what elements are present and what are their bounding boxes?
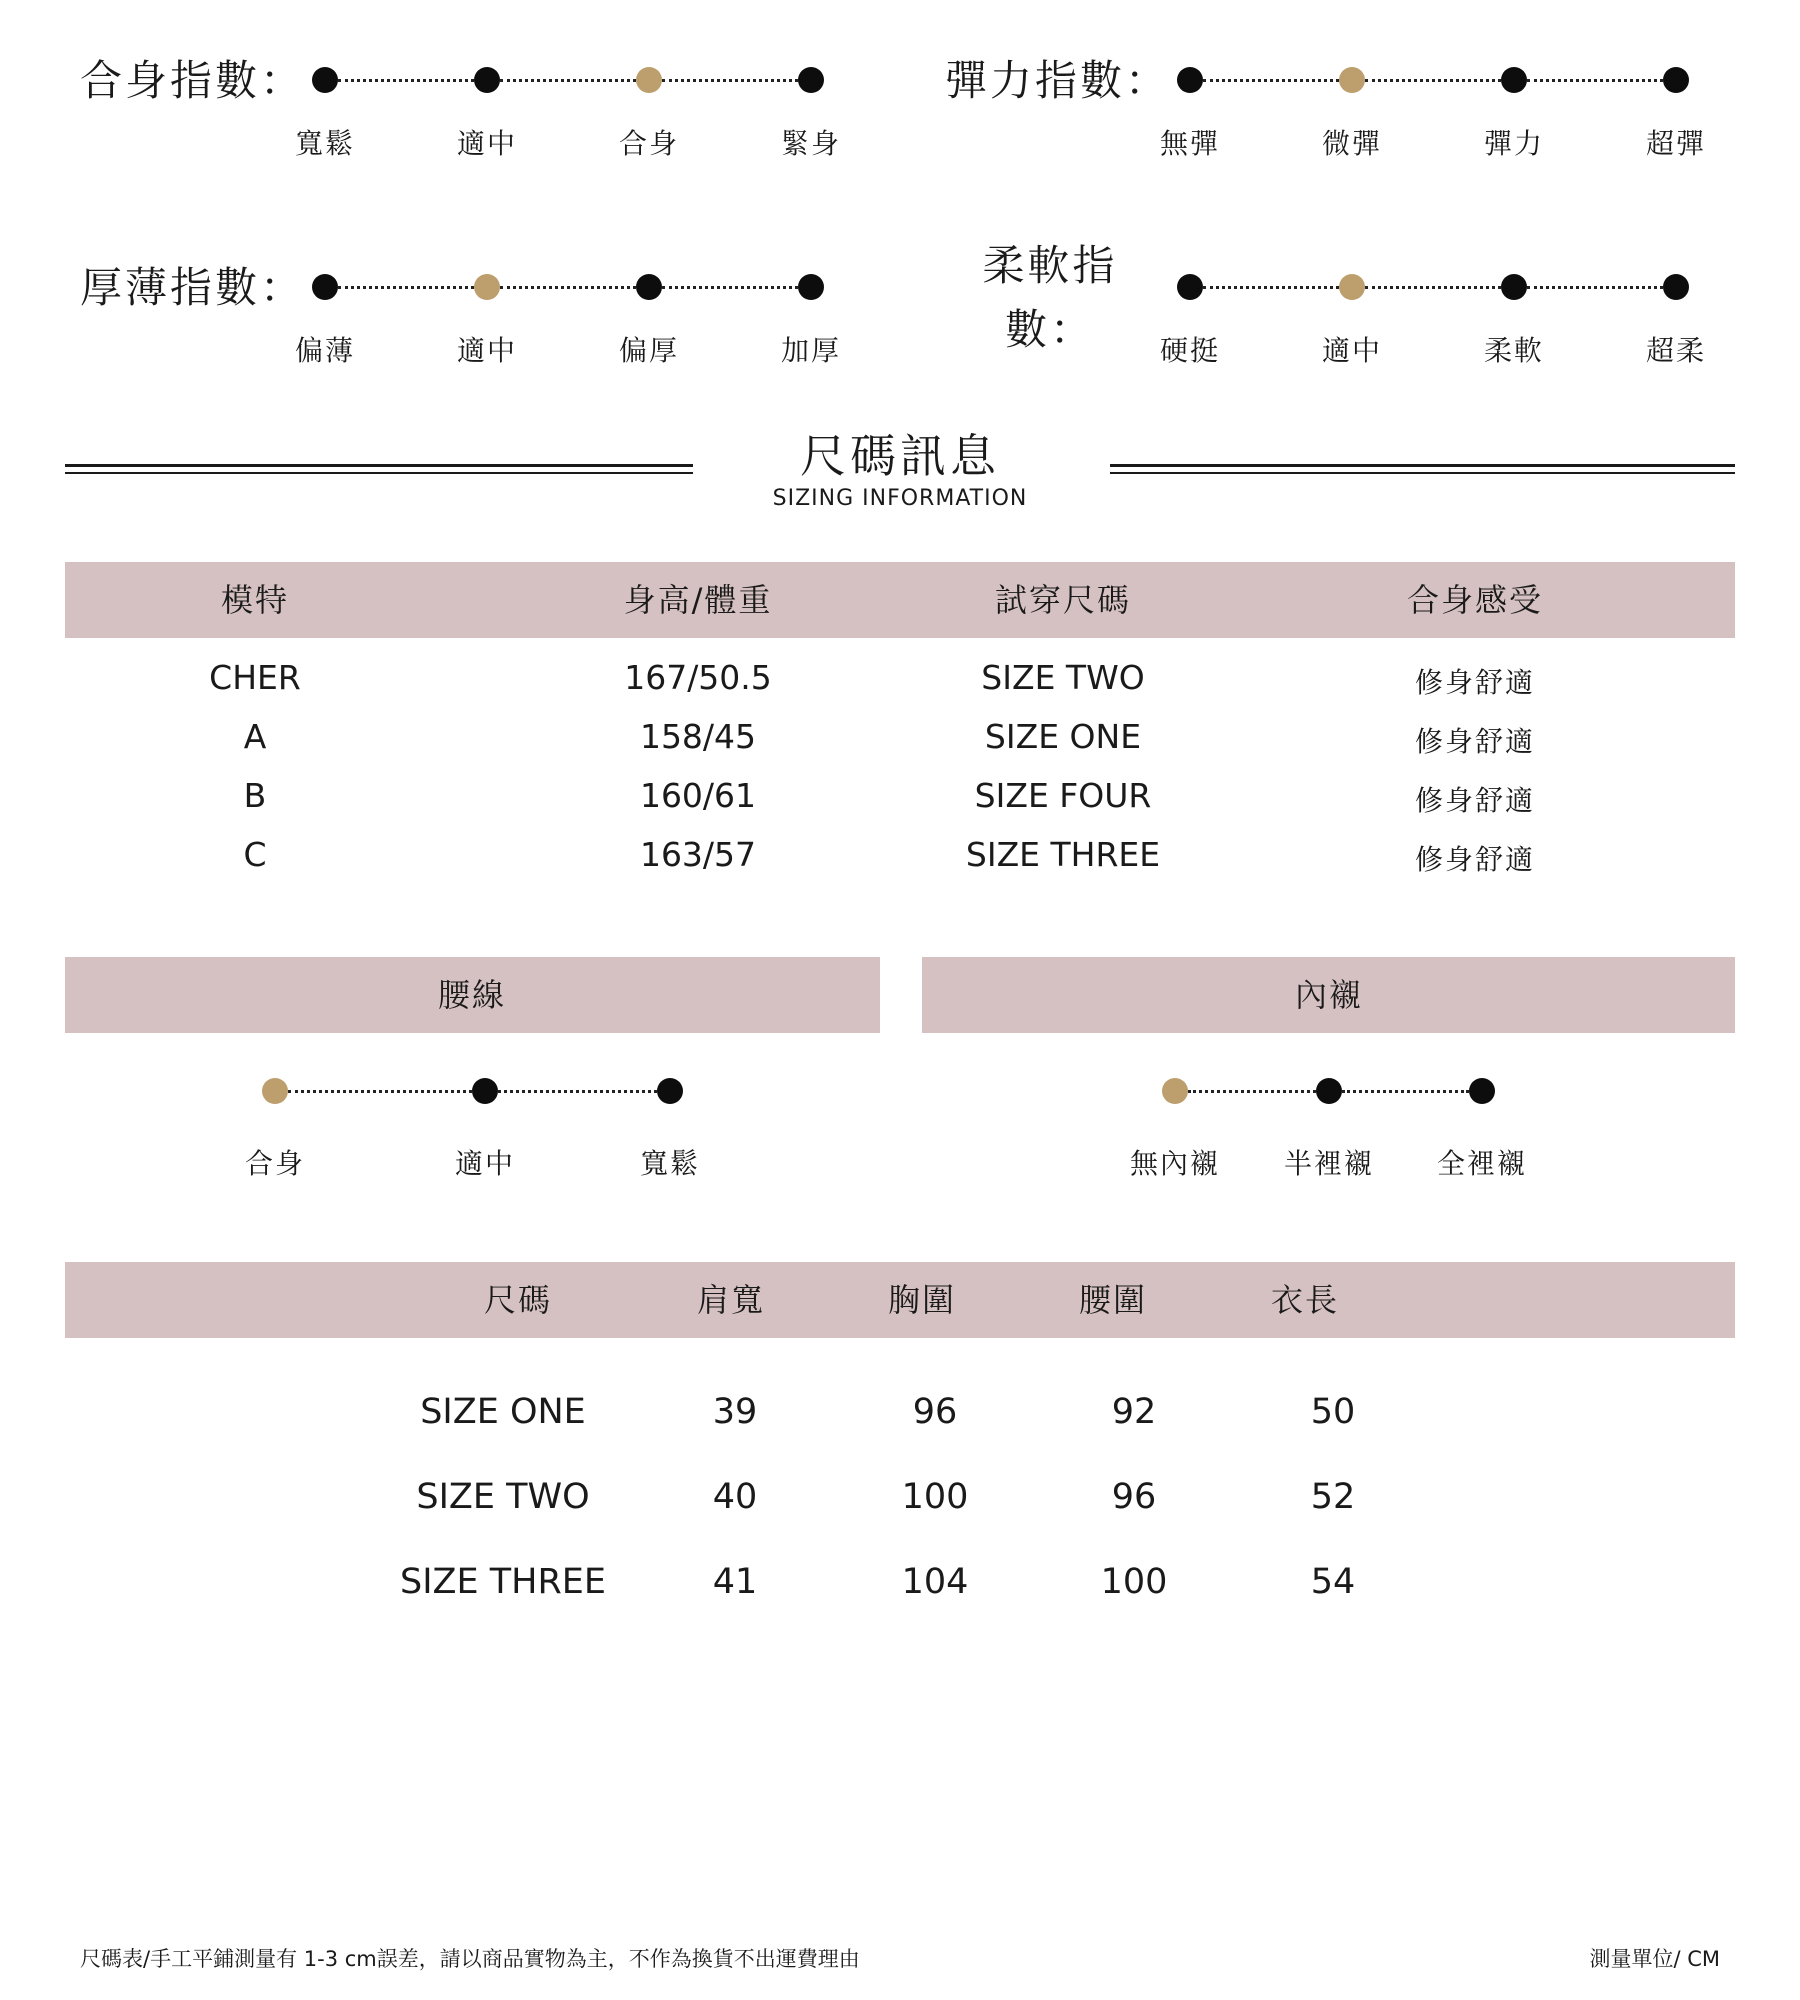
size-header-shoulder: 肩寬 <box>696 1281 766 1319</box>
size-cell: 52 <box>1310 1477 1356 1517</box>
size-cell: 39 <box>712 1392 758 1432</box>
scale-dot <box>472 1078 498 1104</box>
waist-title: 腰線 <box>437 976 507 1014</box>
scale-connector <box>500 79 636 82</box>
scale-label: 寬鬆 <box>294 127 356 160</box>
scale-connector <box>498 1090 657 1093</box>
scale-label: 適中 <box>456 334 518 367</box>
size-cell: 96 <box>912 1392 958 1432</box>
model-cell: 160/61 <box>639 776 757 815</box>
scale-dot-selected <box>1162 1078 1188 1104</box>
scale-label: 適中 <box>454 1147 516 1180</box>
fit-index <box>80 35 940 175</box>
scale-connector <box>500 286 636 289</box>
scale-connector <box>1203 79 1339 82</box>
scale-dot <box>474 67 500 93</box>
model-cell: SIZE THREE <box>965 835 1161 874</box>
scale-dot <box>312 274 338 300</box>
size-header-waist: 腰圍 <box>1078 1281 1148 1319</box>
section-subtitle: SIZING INFORMATION <box>772 486 1028 511</box>
model-cell: 167/50.5 <box>624 658 772 697</box>
scale-connector <box>1203 286 1339 289</box>
size-table-header <box>65 1262 1735 1338</box>
scale-connector <box>338 79 474 82</box>
model-header-fit-feel: 合身感受 <box>1406 581 1544 619</box>
model-table-header <box>65 562 1735 638</box>
size-cell: 92 <box>1111 1392 1157 1432</box>
scale-label: 微彈 <box>1321 127 1383 160</box>
softness-index-title: 柔軟指數： <box>982 241 1118 354</box>
size-cell: 96 <box>1111 1477 1157 1517</box>
size-cell: 50 <box>1310 1392 1356 1432</box>
scale-label: 硬挺 <box>1159 334 1221 367</box>
scale-label: 柔軟 <box>1483 334 1545 367</box>
scale-label: 無內襯 <box>1129 1147 1221 1180</box>
scale-dot <box>312 67 338 93</box>
scale-label: 適中 <box>456 127 518 160</box>
scale-connector <box>1527 79 1663 82</box>
scale-connector <box>1527 286 1663 289</box>
scale-dot <box>1501 274 1527 300</box>
lining-title: 內襯 <box>1294 976 1364 1014</box>
size-cell: 54 <box>1310 1562 1356 1602</box>
model-cell: 163/57 <box>639 835 757 874</box>
model-cell: 修身舒適 <box>1414 784 1536 817</box>
size-cell: 40 <box>712 1477 758 1517</box>
model-cell: SIZE ONE <box>984 717 1142 756</box>
scale-dot <box>1501 67 1527 93</box>
model-cell: B <box>243 776 267 815</box>
size-cell: SIZE ONE <box>420 1392 586 1432</box>
scale-dot <box>1469 1078 1495 1104</box>
scale-label: 緊身 <box>780 127 842 160</box>
scale-dot-selected <box>636 67 662 93</box>
scale-dot <box>798 274 824 300</box>
scale-dot <box>1316 1078 1342 1104</box>
measurement-unit: 測量單位/ CM <box>1589 1947 1720 1971</box>
model-cell: CHER <box>209 658 301 697</box>
scale-connector <box>338 286 474 289</box>
model-cell: 修身舒適 <box>1414 666 1536 699</box>
size-cell: 100 <box>901 1477 969 1517</box>
scale-label: 半裡襯 <box>1283 1147 1375 1180</box>
scale-dot-selected <box>1339 67 1365 93</box>
size-cell: 100 <box>1100 1562 1168 1602</box>
scale-connector <box>1365 286 1501 289</box>
thickness-index-title: 厚薄指數： <box>80 263 306 312</box>
lining-header <box>922 957 1735 1033</box>
size-cell: 104 <box>901 1562 969 1602</box>
scale-dot <box>1663 274 1689 300</box>
scale-dot <box>1177 274 1203 300</box>
scale-label: 偏厚 <box>618 334 680 367</box>
scale-dot <box>636 274 662 300</box>
model-cell: 修身舒適 <box>1414 725 1536 758</box>
scale-dot-selected <box>474 274 500 300</box>
section-title: 尺碼訊息 <box>800 429 1000 483</box>
size-cell: SIZE THREE <box>399 1562 607 1602</box>
scale-connector <box>288 1090 472 1093</box>
model-cell: SIZE TWO <box>981 658 1145 697</box>
scale-connector <box>1365 79 1501 82</box>
scale-label: 合身 <box>244 1147 306 1180</box>
model-header-height-weight: 身高/體重 <box>623 581 773 619</box>
model-header-model: 模特 <box>220 581 290 619</box>
scale-connector <box>662 286 798 289</box>
size-header-size: 尺碼 <box>483 1281 553 1319</box>
model-cell: A <box>243 717 267 756</box>
scale-label: 適中 <box>1321 334 1383 367</box>
elasticity-index-title: 彈力指數： <box>945 56 1171 105</box>
model-cell: SIZE FOUR <box>974 776 1152 815</box>
scale-dot <box>657 1078 683 1104</box>
scale-dot-selected <box>1339 274 1365 300</box>
scale-label: 加厚 <box>780 334 842 367</box>
model-cell: C <box>243 835 267 874</box>
scale-label: 超彈 <box>1645 127 1707 160</box>
size-header-chest: 胸圍 <box>887 1281 957 1319</box>
scale-connector <box>662 79 798 82</box>
scale-dot-selected <box>262 1078 288 1104</box>
thickness-index <box>80 242 940 382</box>
scale-dot <box>1177 67 1203 93</box>
waist-header <box>65 957 880 1033</box>
fit-index-title: 合身指數： <box>80 56 306 105</box>
model-cell: 修身舒適 <box>1414 843 1536 876</box>
scale-label: 寬鬆 <box>639 1147 701 1180</box>
scale-dot <box>1663 67 1689 93</box>
scale-label: 全裡襯 <box>1436 1147 1528 1180</box>
measurement-note: 尺碼表/手工平鋪測量有 1-3 cm誤差，請以商品實物為主，不作為換貨不出運費理由 <box>80 1947 860 1971</box>
elasticity-index <box>945 35 1800 175</box>
scale-label: 彈力 <box>1483 127 1545 160</box>
size-cell: 41 <box>712 1562 758 1602</box>
scale-label: 無彈 <box>1159 127 1221 160</box>
size-cell: SIZE TWO <box>416 1477 590 1517</box>
softness-index <box>945 242 1800 382</box>
scale-label: 合身 <box>618 127 680 160</box>
model-cell: 158/45 <box>639 717 757 756</box>
scale-label: 偏薄 <box>294 334 356 367</box>
scale-dot <box>798 67 824 93</box>
model-header-tried-size: 試穿尺碼 <box>994 581 1132 619</box>
size-header-length: 衣長 <box>1270 1281 1340 1319</box>
scale-label: 超柔 <box>1645 334 1707 367</box>
scale-connector <box>1188 1090 1316 1093</box>
scale-connector <box>1342 1090 1469 1093</box>
